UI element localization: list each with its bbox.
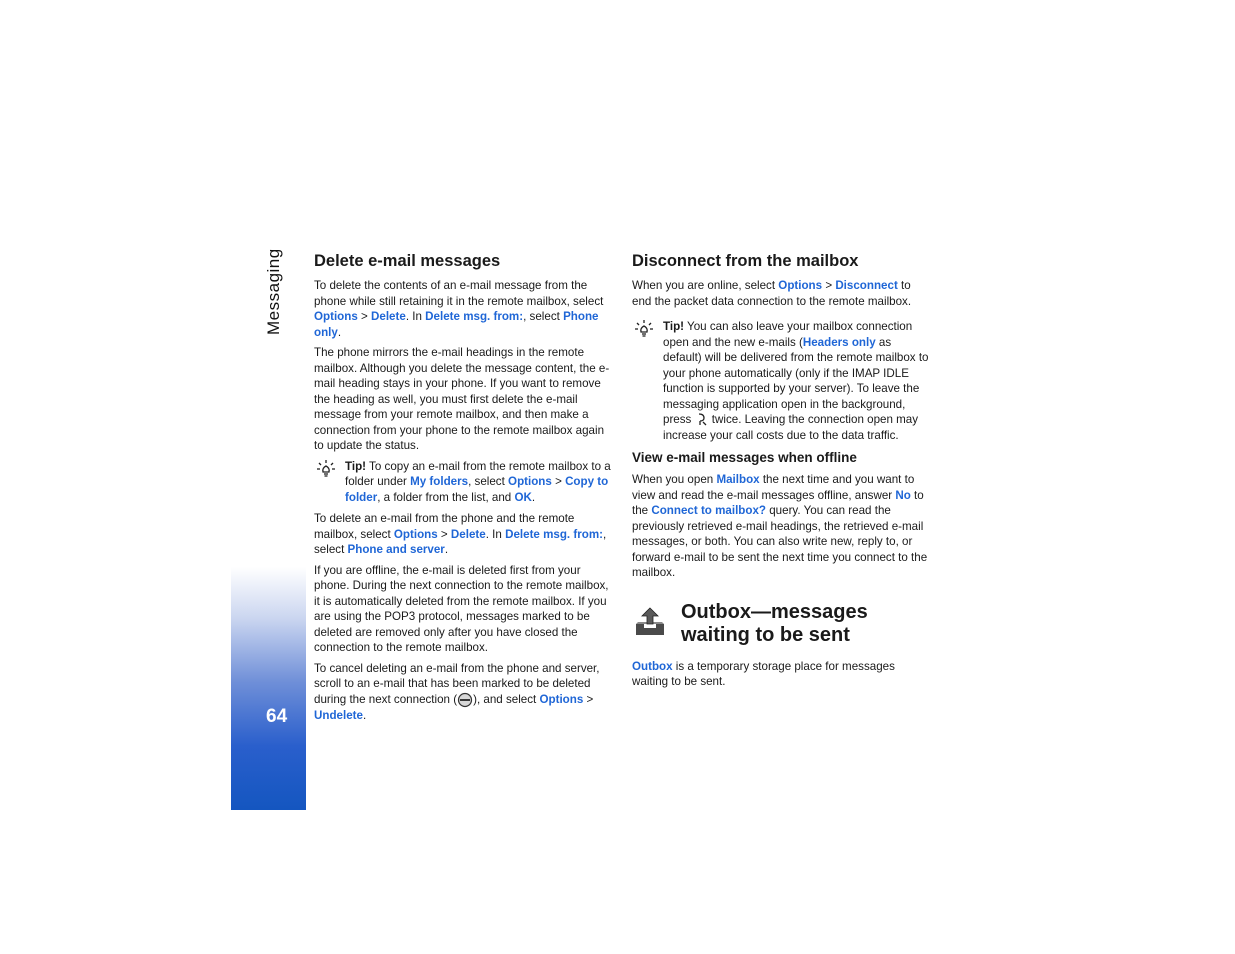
delete-term: Delete — [450, 527, 486, 541]
delete-paragraph-1: To delete the contents of an e-mail message from the phone while still retaining it in the remote mailbox, select Options > Delete. In Delete msg. from:, select Phone only. — [314, 279, 604, 339]
delete-paragraph-2: The phone mirrors the e-mail headings in the remote mailbox. Although you delete the message content, the e-mail heading stays in your phone. If you want to remove the heading as well, you must first delete the e-mail message from your remote mailbox, and then make a connection from your phone to the remote mailbox again to update the status. — [314, 346, 610, 452]
outbox-icon — [632, 604, 668, 640]
tip-copy-email: Tip! To copy an e-mail from the remote mailbox to a folder under My folders, select Options > Copy to folder, a folder from the list, and OK. — [314, 459, 614, 506]
right-column — [632, 250, 932, 695]
delete-heading: Delete e-mail messages — [314, 252, 501, 270]
offline-paragraph: When you open Mailbox the next time and you want to view and read the e-mail messages offline, answer No to the Connect to mailbox? query. You can read the previously retrieved e-mail headings, the retrieved e-mail messages, or both. You can also write new, reply to, or forward e-mail to be sent the next time you connect to the mailbox. — [632, 473, 928, 579]
tip-label: Tip! — [345, 459, 367, 473]
undelete-term: Undelete — [314, 708, 363, 722]
tip-leave-connection: Tip! You can also leave your mailbox connection open and the new e-mails (Headers only as default) will be delivered from the remote mailbox to your phone automatically (only if the IMAP IDLE function is supported by your server). To leave the messaging application open in the background, press twice. Leaving the connection open may increase your call costs due to the data traffic. — [632, 319, 932, 443]
options-term: Options — [778, 279, 823, 292]
disconnect-paragraph: When you are online, select Options > Disconnect to end the packet data connection to the remote mailbox. — [632, 279, 912, 308]
mailbox-term: Mailbox — [716, 473, 760, 486]
my-folders-term: My folders — [410, 475, 469, 488]
tip-label: Tip! — [663, 320, 685, 333]
options-term: Options — [314, 310, 358, 323]
outbox-paragraph: Outbox is a temporary storage place for messages waiting to be sent. — [632, 659, 895, 688]
delete-from-term: Delete msg. from: — [505, 527, 604, 541]
options-term: Options — [393, 527, 438, 541]
connect-term: Connect to mailbox? — [651, 504, 766, 517]
delete-paragraph-3: To delete an e-mail from the phone and the remote mailbox, select Options > Delete. In Delete msg. from:, select Phone and server. — [314, 512, 607, 556]
delete-paragraph-4: If you are offline, the e-mail is deleted first from your phone. During the next connection to the remote mailbox, it is automatically deleted from the remote mailbox. If you are using the POP3 protocol, messages marked to be deleted are removed only after you have closed the connection to the remote mailbox. — [314, 563, 609, 654]
offline-heading: View e-mail messages when offline — [632, 450, 857, 465]
options-term: Options — [508, 475, 552, 488]
disconnect-heading: Disconnect from the mailbox — [632, 252, 859, 270]
delete-from-term: Delete msg. from: — [425, 310, 524, 323]
outbox-heading: Outbox—messages waiting to be sent — [681, 600, 868, 646]
disconnect-term: Disconnect — [835, 279, 898, 292]
copy-to-folder-term: Copy to folder — [345, 475, 609, 504]
lightbulb-icon — [316, 459, 336, 479]
left-column — [314, 250, 614, 728]
menu-key-icon — [695, 412, 709, 427]
phone-and-server-term: Phone and server — [347, 543, 445, 556]
outbox-term: Outbox — [632, 659, 673, 673]
page-number: 64 — [266, 706, 288, 727]
lightbulb-icon — [634, 319, 654, 339]
delete-term: Delete — [371, 310, 406, 323]
delete-paragraph-5: To cancel deleting an e-mail from the phone and server, scroll to an e-mail that has been marked to be deleted during the next connection ( ), and select Options > Undelete. — [314, 661, 600, 722]
outbox-section-header — [632, 601, 932, 647]
delete-mark-icon — [457, 692, 473, 708]
headers-only-term: Headers only — [802, 335, 876, 349]
options-term: Options — [539, 692, 584, 706]
chapter-label: Messaging — [264, 248, 283, 335]
no-term: No — [895, 488, 911, 502]
phone-only-term: Phone only — [314, 310, 599, 339]
ok-term: OK — [514, 490, 532, 504]
